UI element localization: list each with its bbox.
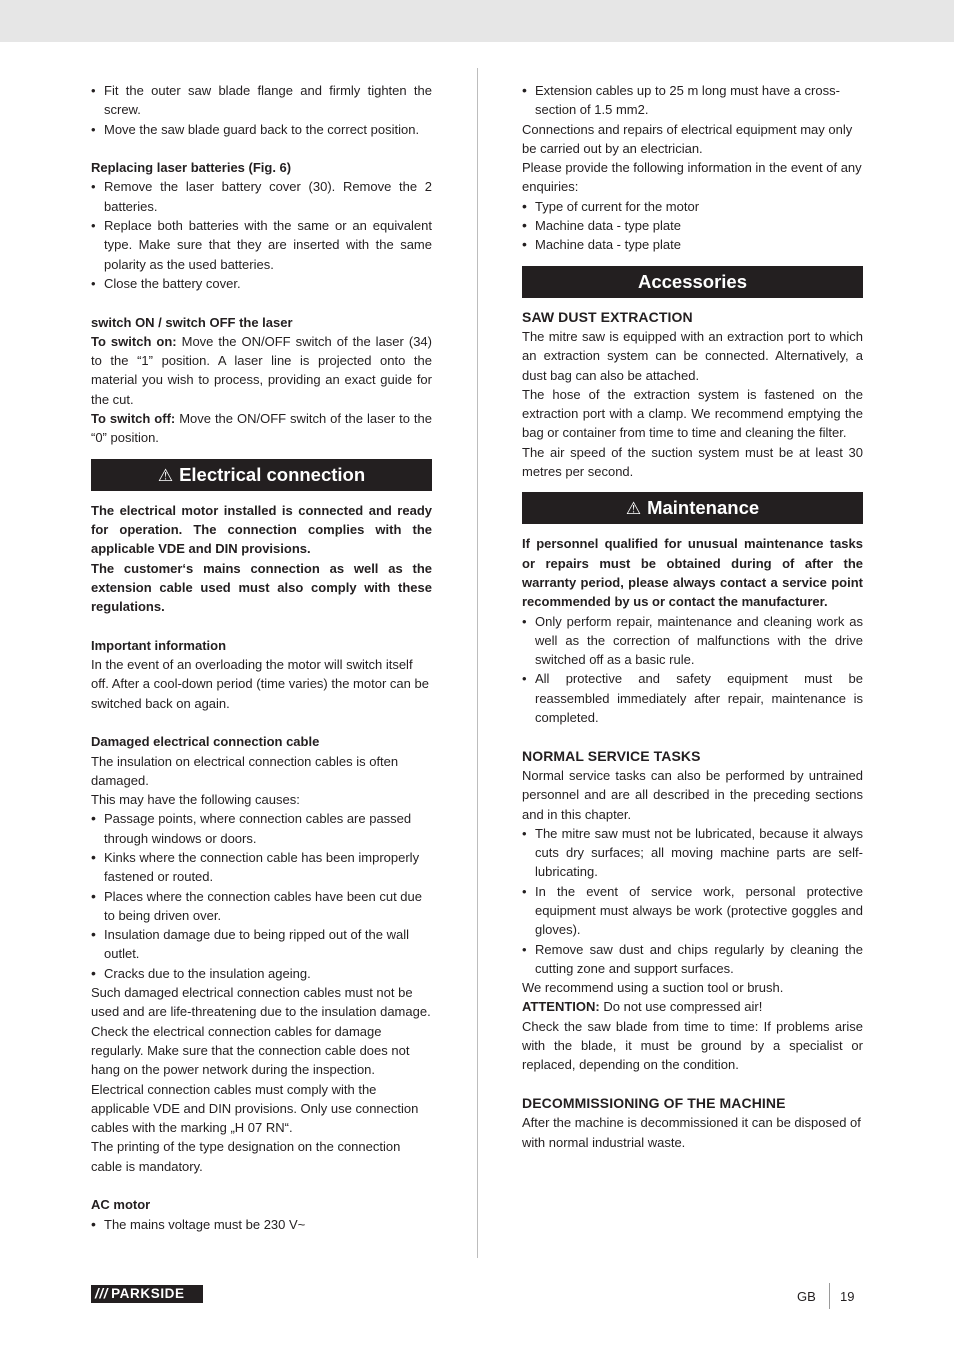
left-column bbox=[91, 81, 432, 1234]
important-info-text: In the event of an overloading the motor will switch itself off. After a cool-down period (time varies) the motor can be switched back on again. bbox=[91, 657, 429, 711]
warning-triangle-icon: ⚠ bbox=[625, 499, 642, 519]
list-item: • Close the battery cover. bbox=[91, 274, 432, 293]
list-item: • Insulation damage due to being ripped out of the wall outlet. bbox=[91, 925, 432, 964]
switch-off-paragraph bbox=[91, 409, 432, 448]
normal-service-paragraph-3: Check the saw blade from time to time: If problems arise with the blade, it must be ground by a specialist or replaced, depending on the condition. bbox=[522, 1018, 863, 1073]
damaged-paragraph-3: Electrical connection cables must comply with the applicable VDE and DIN provisions. Only use connection cables with the marking „H 07 RN“. bbox=[91, 1081, 419, 1136]
list-item: • In the event of service work, personal protective equipment must always be work (protective goggles and gloves). bbox=[522, 882, 863, 940]
saw-dust-paragraph-2: The hose of the extraction system is fastened on the extraction port with a clamp. We recommend emptying the bag or container from time to time and cleaning the filter. bbox=[522, 386, 863, 441]
switch-on-paragraph bbox=[91, 332, 432, 409]
language-code: GB bbox=[797, 1289, 816, 1304]
normal-service-bullets bbox=[522, 824, 863, 978]
accessories-title: Accessories bbox=[637, 270, 748, 292]
attention-text: Do not use compressed air! bbox=[599, 999, 763, 1015]
electrical-bold-2: The customer‘s mains connection as well as the extension cable used must also comply with these regulations. bbox=[91, 560, 432, 615]
switch-on-text: Move the ON/OFF switch of the laser (34) to the “1” position. A laser line is projected onto the material you wish to process, providing an exact guide for the cut. bbox=[91, 333, 432, 407]
decommissioning-heading: DECOMMISSIONING OF THE MACHINE bbox=[522, 1094, 786, 1111]
list-item: • Replace both batteries with the same or an equivalent type. Make sure that they are inserted with the same polarity as the used batteries. bbox=[91, 216, 432, 274]
ac-motor-bullets bbox=[91, 1215, 432, 1234]
list-item: • Places where the connection cables have been cut due to being driven over. bbox=[91, 887, 432, 926]
list-item: • Kinks where the connection cable has been improperly fastened or routed. bbox=[91, 848, 432, 887]
list-item: • Fit the outer saw blade flange and firmly tighten the screw. bbox=[91, 81, 432, 120]
top-band bbox=[0, 0, 954, 42]
decommissioning-paragraph: After the machine is decommissioned it can be disposed of with normal industrial waste. bbox=[522, 1115, 861, 1150]
list-item: • Only perform repair, maintenance and cleaning work as well as the correction of malfunctions with the drive switched off as a basic rule. bbox=[522, 612, 863, 670]
switch-laser-heading: switch ON / switch OFF the laser bbox=[91, 314, 293, 330]
maintenance-bold: If personnel qualified for unusual maintenance tasks or repairs must be obtained during of after the warranty period, please always contact a service point recommended by us or contact the manufacturer. bbox=[522, 536, 863, 610]
extension-bullets bbox=[522, 81, 863, 120]
footer-separator bbox=[829, 1283, 830, 1309]
switch-on-label: To switch on: bbox=[91, 333, 177, 349]
normal-service-heading: NORMAL SERVICE TASKS bbox=[522, 747, 701, 764]
laser-batteries-bullets bbox=[91, 177, 432, 293]
list-item: • Type of current for the motor bbox=[522, 197, 863, 216]
connections-paragraph-1: Connections and repairs of electrical equipment may only be carried out by an electrician. bbox=[522, 121, 853, 156]
maintenance-bullets bbox=[522, 612, 863, 728]
list-item: • Passage points, where connection cables are passed through windows or doors. bbox=[91, 809, 432, 848]
saw-dust-paragraph-3: The air speed of the suction system must be at least 30 metres per second. bbox=[522, 444, 863, 480]
column-divider bbox=[477, 68, 478, 1258]
list-item: • Cracks due to the insulation ageing. bbox=[91, 964, 432, 983]
list-item: • Extension cables up to 25 m long must have a cross-section of 1.5 mm2. bbox=[522, 81, 863, 120]
blade-bullets bbox=[91, 81, 432, 139]
electrical-connection-bar bbox=[91, 459, 432, 491]
maintenance-title: Maintenance bbox=[647, 497, 760, 519]
switch-off-text: Move the ON/OFF switch of the laser to the “0” position. bbox=[91, 411, 432, 446]
ac-motor-heading: AC motor bbox=[91, 1197, 151, 1213]
list-item: • The mains voltage must be 230 V~ bbox=[91, 1215, 432, 1234]
damaged-paragraph-4: The printing of the type designation on the connection cable is mandatory. bbox=[91, 1139, 401, 1174]
enquiry-bullets bbox=[522, 197, 863, 255]
damaged-intro-2: This may have the following causes: bbox=[91, 792, 300, 808]
list-item: • Machine data - type plate bbox=[522, 216, 863, 235]
damaged-cable-bullets bbox=[91, 809, 432, 983]
list-item: • Machine data - type plate bbox=[522, 235, 863, 254]
laser-batteries-heading: Replacing laser batteries (Fig. 6) bbox=[91, 160, 292, 176]
normal-service-paragraph-1: Normal service tasks can also be performed by untrained personnel and are all described in the preceding sections and in this chapter. bbox=[522, 767, 863, 822]
list-item: • Move the saw blade guard back to the correct position. bbox=[91, 120, 432, 139]
list-item: • Remove saw dust and chips regularly by cleaning the cutting zone and support surfaces. bbox=[522, 940, 863, 979]
saw-dust-paragraph-1: The mitre saw is equipped with an extraction port to which an extraction system can be connected. Alternatively, a dust bag can also be attached. bbox=[522, 328, 863, 383]
damaged-paragraph-1: Such damaged electrical connection cables must not be used and are life-threatening due to the insulation damage. bbox=[91, 985, 431, 1020]
logo-text: PARKSIDE bbox=[111, 1286, 185, 1301]
logo-slashes: /// bbox=[95, 1286, 109, 1301]
attention-label: ATTENTION: bbox=[522, 999, 600, 1015]
damaged-paragraph-2: Check the electrical connection cables for damage regularly. Make sure that the connection cable does not hang on the power network during the inspection. bbox=[91, 1023, 410, 1078]
damaged-cable-heading: Damaged electrical connection cable bbox=[91, 734, 320, 750]
maintenance-bar bbox=[522, 492, 863, 524]
right-column bbox=[522, 81, 863, 1152]
list-item: • All protective and safety equipment must be reassembled immediately after repair, maintenance is completed. bbox=[522, 669, 863, 727]
parkside-logo bbox=[91, 1285, 203, 1303]
switch-off-label: To switch off: bbox=[91, 411, 176, 427]
page-number: 19 bbox=[840, 1289, 855, 1304]
important-info-heading: Important information bbox=[91, 637, 227, 653]
attention-paragraph bbox=[522, 997, 863, 1016]
electrical-bold-1: The electrical motor installed is connected and ready for operation. The connection complies with the applicable VDE and DIN provisions. bbox=[91, 502, 432, 557]
normal-service-paragraph-2: We recommend using a suction tool or brush. bbox=[522, 980, 784, 996]
list-item: • Remove the laser battery cover (30). Remove the 2 batteries. bbox=[91, 177, 432, 216]
connections-paragraph-2: Please provide the following information in the event of any enquiries: bbox=[522, 160, 862, 195]
damaged-intro-1: The insulation on electrical connection cables is often damaged. bbox=[91, 753, 399, 788]
accessories-bar bbox=[522, 266, 863, 298]
electrical-connection-title: Electrical connection bbox=[179, 463, 366, 485]
warning-triangle-icon: ⚠ bbox=[157, 465, 174, 485]
saw-dust-heading: SAW DUST EXTRACTION bbox=[522, 308, 693, 325]
list-item: • The mitre saw must not be lubricated, because it always cuts dry surfaces; all moving machine parts are self-lubricating. bbox=[522, 824, 863, 882]
